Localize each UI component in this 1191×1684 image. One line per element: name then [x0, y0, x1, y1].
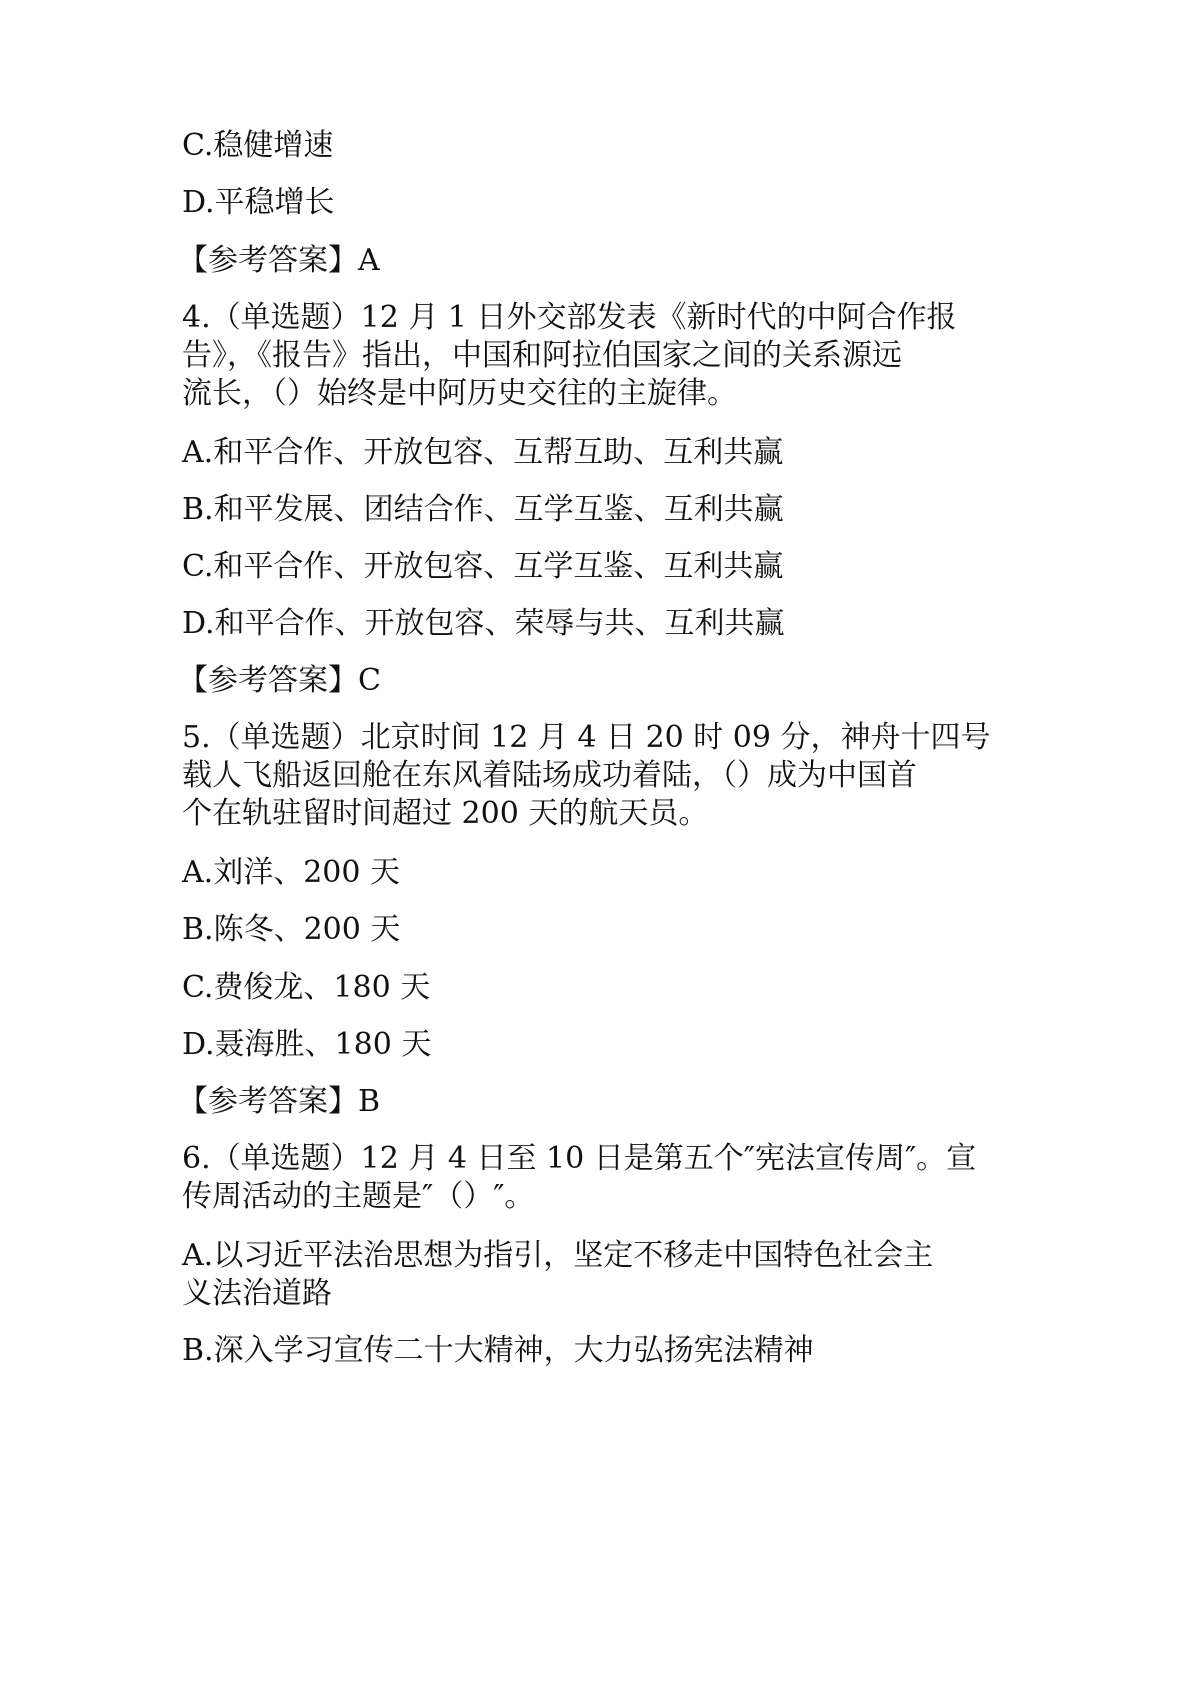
- option-a-continued: 义法治道路: [182, 1276, 332, 1311]
- reference-answer: 【参考答案】A: [178, 243, 380, 278]
- option-c: C.费俊龙、180 天: [182, 970, 431, 1005]
- question-stem-line: 载人飞船返回舱在东风着陆场成功着陆，（）成为中国首: [182, 758, 917, 793]
- option-c: C.稳健增速: [182, 128, 334, 163]
- reference-answer: 【参考答案】C: [178, 663, 381, 698]
- reference-answer: 【参考答案】B: [178, 1084, 381, 1119]
- option-b: B.陈冬、200 天: [182, 912, 401, 947]
- option-d: D.聂海胜、180 天: [182, 1027, 432, 1062]
- option-d: D.平稳增长: [182, 185, 335, 220]
- option-d: D.和平合作、开放包容、荣辱与共、互利共赢: [182, 606, 785, 641]
- option-a: A.以习近平法治思想为指引，坚定不移走中国特色社会主: [182, 1238, 934, 1273]
- option-c: C.和平合作、开放包容、互学互鉴、互利共赢: [182, 549, 784, 584]
- option-a: A.刘洋、200 天: [182, 855, 400, 890]
- question-stem-line: 传周活动的主题是″（）″。: [182, 1179, 535, 1214]
- option-a: A.和平合作、开放包容、互帮互助、互利共赢: [182, 435, 784, 470]
- question-stem-line: 告》，《报告》指出，中国和阿拉伯国家之间的关系源远: [182, 338, 902, 373]
- option-b: B.和平发展、团结合作、互学互鉴、互利共赢: [182, 492, 784, 527]
- question-stem-line: 4.（单选题）12 月 1 日外交部发表《新时代的中阿合作报: [182, 300, 957, 335]
- question-stem-line: 流长，（）始终是中阿历史交往的主旋律。: [182, 376, 737, 411]
- question-stem-line: 6.（单选题）12 月 4 日至 10 日是第五个″宪法宣传周″。宣: [182, 1141, 977, 1176]
- option-b: B.深入学习宣传二十大精神，大力弘扬宪法精神: [182, 1333, 814, 1368]
- question-stem-line: 个在轨驻留时间超过 200 天的航天员。: [182, 796, 709, 831]
- question-stem-line: 5.（单选题）北京时间 12 月 4 日 20 时 09 分，神舟十四号: [182, 720, 991, 755]
